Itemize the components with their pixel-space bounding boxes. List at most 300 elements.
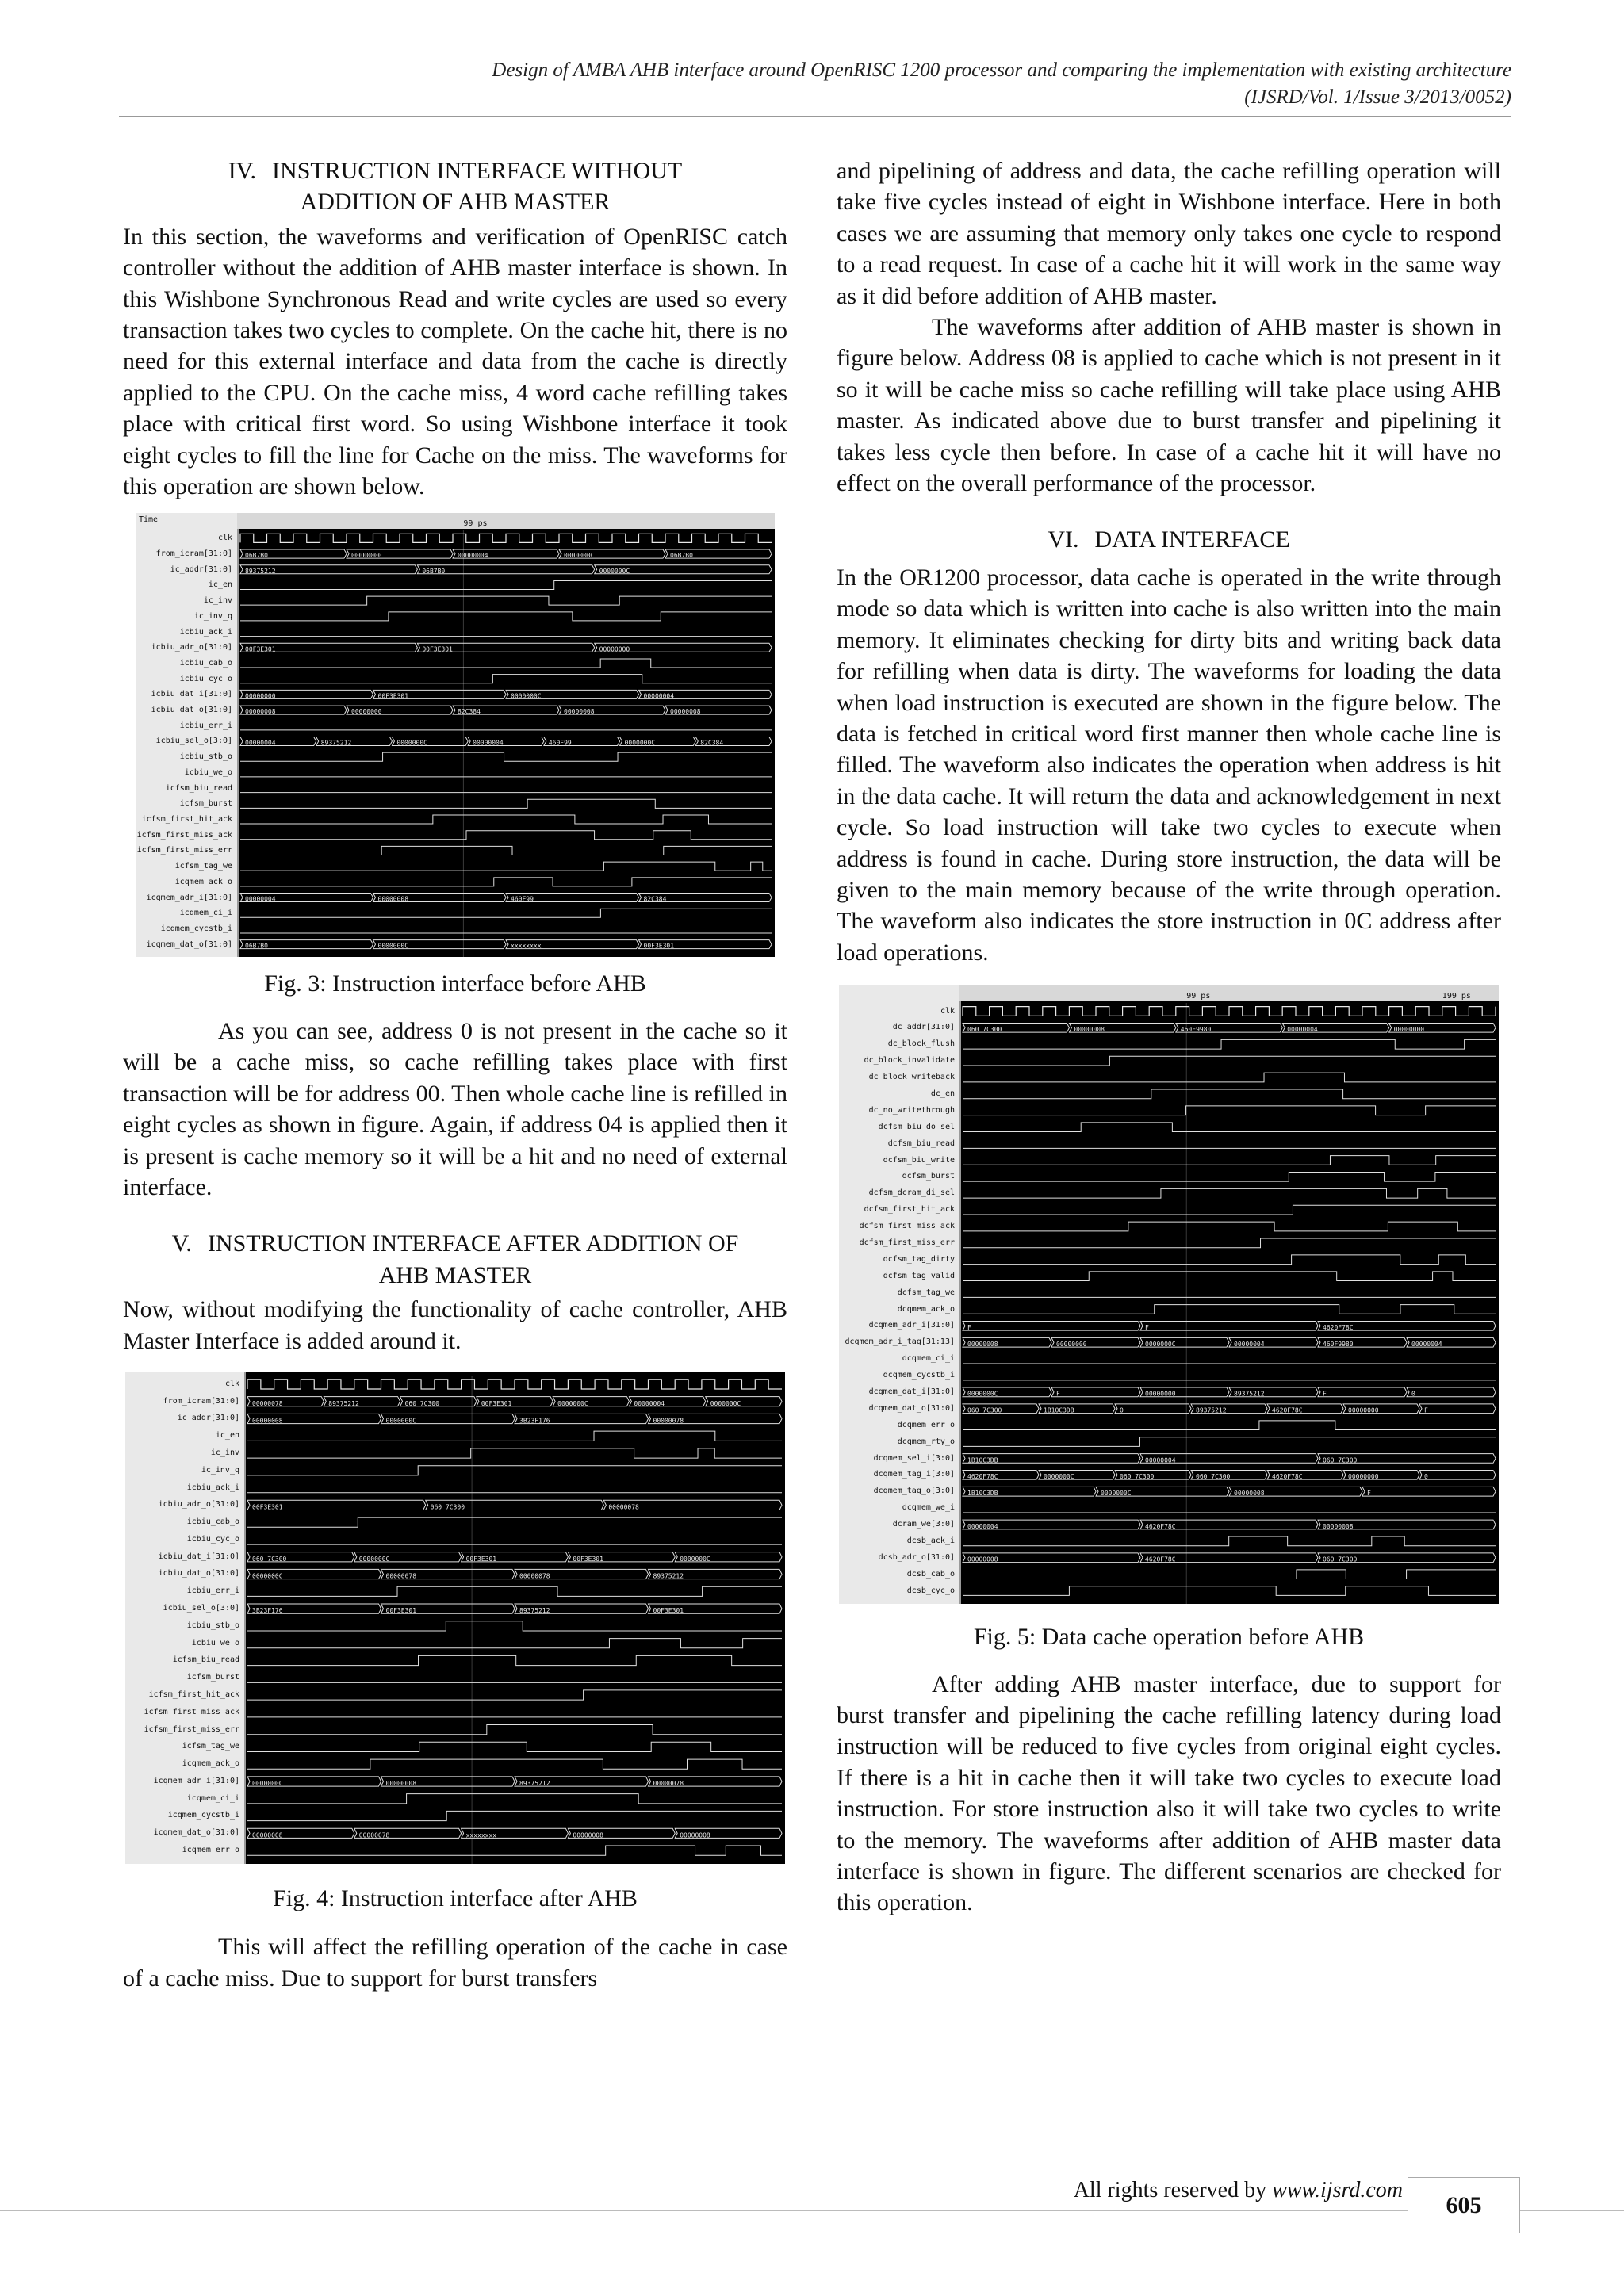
footer-site-link[interactable]: www.ijsrd.com [1272, 2178, 1403, 2202]
signal-name: icfsm_burst [186, 1673, 239, 1682]
bus-value: 460F99 [548, 739, 572, 747]
section-4-number: IV. [228, 158, 257, 184]
signal-name: icfsm_first_miss_ack [144, 1707, 239, 1716]
section-4-heading [123, 155, 787, 218]
signal-name: icbiu_stb_o [179, 752, 232, 762]
figure-5-waveform [839, 985, 1499, 1604]
bus-segment [1419, 1471, 1496, 1480]
bus-value: 0000000C [710, 1399, 741, 1407]
signal-name: icfsm_tag_we [174, 862, 232, 871]
signal-trace [247, 1466, 782, 1475]
bus-value: 460F9980 [1323, 1341, 1354, 1349]
bus-value: 00000004 [634, 1399, 665, 1407]
bus-value: 00000008 [385, 1780, 417, 1788]
bus-value: 0000000C [252, 1572, 283, 1580]
bus-value: 00000008 [252, 1417, 283, 1425]
bus-value: 00000000 [1393, 1026, 1425, 1034]
signal-trace [247, 1639, 782, 1648]
bus-value: F [1424, 1406, 1428, 1414]
bus-value: 0000000C [564, 552, 595, 560]
signal-name: dc_block_flush [887, 1039, 955, 1049]
signal-name: icqmem_ack_o [182, 1759, 239, 1769]
bus-value: 00000000 [599, 645, 630, 653]
signal-trace [963, 1156, 1496, 1165]
bus-value: 0000000C [680, 1555, 710, 1563]
time-marker: 199 ps [1442, 992, 1471, 1001]
bus-value: 89375212 [1196, 1406, 1227, 1414]
bus-value: 00000078 [653, 1417, 684, 1425]
figure-3-waveform [136, 513, 775, 957]
bus-value: 89375212 [653, 1572, 684, 1580]
signal-trace [963, 1437, 1496, 1447]
signal-name: ic_addr[31:0] [170, 564, 232, 574]
bus-value: 00000004 [1411, 1341, 1442, 1349]
bus-value: 00000008 [564, 708, 595, 716]
signal-name: icbiu_ack_i [186, 1483, 239, 1492]
signal-name: icqmem_adr_i[31:0] [146, 893, 232, 902]
signal-name: dcfsm_burst [902, 1172, 955, 1181]
signal-name: dcqmem_we_i [902, 1503, 955, 1513]
bus-value: 00000008 [573, 1831, 603, 1839]
time-marker: 99 ps [1186, 992, 1211, 1001]
signal-name: ic_en [215, 1431, 239, 1441]
signal-name: from_icram[31:0] [163, 1396, 239, 1406]
bus-value: 4620F78C [967, 1473, 998, 1481]
signal-name: dc_addr[31:0] [892, 1023, 955, 1032]
bus-value: F [967, 1324, 971, 1332]
bus-value: 00000000 [1145, 1390, 1176, 1398]
bus-value: 06B7B0 [245, 552, 268, 560]
bus-value: 00F3E301 [385, 1607, 417, 1615]
bus-value: 89375212 [245, 568, 276, 576]
signal-name: dcfsm_biu_write [883, 1155, 955, 1165]
clk-trace [240, 534, 772, 543]
signal-name: icbiu_adr_o[31:0] [151, 643, 232, 652]
bus-value: 1B10C3DB [967, 1490, 998, 1498]
signal-trace [963, 1421, 1496, 1430]
signal-trace [963, 1586, 1496, 1596]
signal-name: icqmem_cycstb_i [160, 924, 232, 933]
signal-name: dcfsm_first_miss_err [859, 1238, 955, 1248]
signal-name: dcqmem_adr_i[31:0] [868, 1321, 955, 1330]
bus-value: 89375212 [519, 1607, 550, 1615]
bus-value: 00F3E301 [653, 1607, 684, 1615]
signal-name: dc_en [930, 1089, 955, 1099]
bus-value: 0000000C [557, 1399, 588, 1407]
signal-name: icbiu_cyc_o [186, 1534, 239, 1544]
bus-value: 00000008 [252, 1831, 283, 1839]
bus-value: 00000000 [245, 692, 276, 700]
bus-value: 89375212 [519, 1780, 550, 1788]
bus-value: 0 [1411, 1390, 1415, 1398]
page-number: 605 [1408, 2177, 1520, 2233]
signal-name: icqmem_adr_i[31:0] [153, 1776, 239, 1785]
bus-value: 0000000C [967, 1390, 998, 1398]
signal-name: dcqmem_ack_o [897, 1304, 955, 1314]
section-5-paragraph-1: Now, without modifying the functionality of cache controller, AHB Master Interface is added around it. [123, 1296, 787, 1354]
signal-trace [240, 815, 772, 824]
waveform-traces [839, 985, 1499, 1604]
time-label: Time [139, 515, 159, 525]
bus-value: 0000000C [1101, 1490, 1132, 1498]
signal-name: dcfsm_first_hit_ack [864, 1205, 955, 1215]
signal-name: dcsb_cab_o [906, 1569, 955, 1578]
signal-name: icbiu_sel_o[3:0] [163, 1604, 239, 1613]
section-5-paragraph-2: This will affect the refilling operation of the cache in case of a cache miss. Due to support for burst transfers [123, 1934, 787, 1992]
signal-name: dcqmem_tag_i[3:0] [873, 1470, 955, 1479]
signal-name: icbiu_stb_o [186, 1621, 239, 1630]
bus-value: 0000000C [511, 692, 542, 700]
left-column [123, 155, 787, 1994]
bus-value: 00000008 [245, 708, 276, 716]
section-4-title-line1: INSTRUCTION INTERFACE WITHOUT [272, 158, 683, 184]
right-column [837, 155, 1501, 1919]
bus-value: 060 7C300 [967, 1406, 1002, 1414]
signal-name: icqmem_ci_i [179, 909, 232, 918]
bus-value: 82C384 [643, 896, 667, 904]
signal-trace [240, 597, 772, 606]
signal-name: dcqmem_tag_o[3:0] [873, 1487, 955, 1496]
signal-name: icfsm_first_hit_ack [141, 814, 232, 824]
bus-value: 00000008 [1074, 1026, 1105, 1034]
signal-name: icqmem_cycstb_i [167, 1811, 239, 1820]
signal-trace [963, 1056, 1496, 1066]
bus-value: 0000000C [358, 1555, 390, 1563]
section-4-paragraph-1: In this section, the waveforms and verification of OpenRISC catch controller without the addition of AHB master interface is shown. In this Wishbone Synchronous Read and write cycles are used so every transaction takes two cycles to complete. On the cache hit, there is no need for this external interface and data from the cache is directly applied to the CPU. On the cache miss, 4 word cache refilling takes place with critical first word. So using Wishbone interface it took eight cycles to fill the line for Cache on the miss. The waveforms for this operation are shown below. [123, 223, 787, 500]
signal-name: dcqmem_cycstb_i [883, 1371, 955, 1380]
bus-value: 00000008 [967, 1341, 998, 1349]
signal-name: icbiu_dat_i[31:0] [151, 690, 232, 699]
signal-name: icbiu_dat_o[31:0] [158, 1569, 239, 1578]
bus-value: 82C384 [458, 708, 481, 716]
signal-name: dcfsm_tag_we [897, 1288, 955, 1297]
bus-value: 89375212 [328, 1399, 359, 1407]
signal-name: ic_inv [210, 1448, 239, 1457]
bus-value: 00000008 [967, 1556, 998, 1563]
signal-name: dcfsm_first_miss_ack [859, 1222, 955, 1231]
section-5-heading [123, 1228, 787, 1291]
signal-name: dc_block_writeback [868, 1073, 955, 1082]
bus-value: 1B10C3DB [1044, 1406, 1074, 1414]
bus-value: 060 7C300 [252, 1555, 287, 1563]
signal-trace [963, 1305, 1496, 1314]
signal-name: icfsm_first_miss_err [144, 1724, 239, 1734]
bus-value: 00000008 [377, 896, 409, 904]
signal-trace [247, 1586, 782, 1596]
bus-value: 060 7C300 [1120, 1473, 1155, 1481]
bus-value: 00000004 [1287, 1026, 1318, 1034]
signal-trace [963, 1040, 1496, 1050]
signal-name: dc_block_invalidate [864, 1056, 955, 1066]
bus-value: F [1367, 1490, 1371, 1498]
bus-value: 06B7B0 [670, 552, 693, 560]
bus-value: xxxxxxxx [465, 1831, 497, 1839]
bus-segment [1318, 1387, 1407, 1397]
bus-value: 060 7C300 [404, 1399, 439, 1407]
signal-trace [247, 1811, 782, 1820]
signal-name: icqmem_err_o [182, 1846, 239, 1855]
signal-name: dcqmem_ci_i [902, 1354, 955, 1364]
bus-value: 0 [1424, 1473, 1428, 1481]
clk-trace [963, 1007, 1496, 1016]
bus-value: 00000078 [385, 1572, 417, 1580]
waveform-traces [136, 513, 775, 957]
bus-value: 4620F78C [1323, 1324, 1354, 1332]
signal-trace [240, 909, 772, 918]
right-paragraph-1: and pipelining of address and data, the cache refilling operation will take five cycles instead of eight in Wishbone interface. Here in both cases we are assuming that memory only takes one cycle to respond to a read request. In case of a cache hit it will work in the same way as it did before addition of AHB master. [837, 158, 1501, 309]
signal-trace [963, 1536, 1496, 1546]
bus-value: 00F3E301 [422, 645, 453, 653]
signal-name: dcfsm_biu_do_sel [878, 1122, 955, 1131]
signal-name: icfsm_first_miss_err [136, 846, 232, 855]
signal-name: ic_inv_q [201, 1465, 239, 1475]
signal-trace [247, 1655, 782, 1665]
signal-trace [240, 800, 772, 809]
bus-value: 00F3E301 [377, 692, 409, 700]
signal-trace [247, 1742, 782, 1751]
bus-value: 00000004 [967, 1523, 998, 1531]
signal-trace [247, 1759, 782, 1769]
signal-name: icfsm_biu_read [165, 783, 232, 793]
signal-trace [963, 1272, 1496, 1281]
bus-segment [1140, 1322, 1318, 1331]
bus-value: 00000078 [252, 1399, 283, 1407]
bus-segment [963, 1322, 1140, 1331]
bus-value: 060 7C300 [1323, 1556, 1358, 1563]
signal-name: icfsm_first_miss_ack [136, 830, 232, 840]
signal-name: dc_no_writethrough [868, 1105, 955, 1115]
bus-value: xxxxxxxx [511, 943, 542, 951]
signal-name: dcfsm_dcram_di_sel [868, 1188, 955, 1198]
bus-value: 00000004 [458, 552, 488, 560]
section-4-title-line2: ADDITION OF AHB MASTER [300, 189, 611, 216]
bus-value: 060 7C300 [1196, 1473, 1231, 1481]
bus-value: 0 [1120, 1406, 1124, 1414]
signal-name: icbiu_cyc_o [179, 674, 232, 683]
signal-trace [247, 1846, 782, 1855]
bus-value: 89375212 [1234, 1390, 1265, 1398]
bus-value: 00000004 [1234, 1341, 1265, 1349]
bus-value: 4620F78C [1272, 1406, 1303, 1414]
bus-segment [1051, 1387, 1140, 1397]
section-5-number: V. [171, 1230, 192, 1257]
signal-name: dcqmem_err_o [897, 1420, 955, 1429]
signal-name: icbiu_dat_i[31:0] [158, 1552, 239, 1561]
header-title: Design of AMBA AHB interface around OpenRISC 1200 processor and comparing the implementation with existing architecture [492, 59, 1511, 81]
bus-value: 00000000 [1348, 1406, 1379, 1414]
bus-value: 00000000 [351, 708, 382, 716]
signal-trace [963, 1123, 1496, 1132]
signal-trace [240, 753, 772, 762]
bus-value: 00000004 [1145, 1456, 1176, 1464]
bus-value: 0000000C [599, 568, 630, 576]
bus-value: 00000004 [473, 739, 504, 747]
waveform-traces [125, 1372, 785, 1864]
bus-value: 00000004 [643, 692, 675, 700]
signal-name: icfsm_first_hit_ack [148, 1689, 239, 1699]
signal-name: ic_addr[31:0] [177, 1414, 239, 1423]
section-6-heading [837, 524, 1501, 555]
bus-value: 00000008 [1234, 1490, 1265, 1498]
signal-name: from_icram[31:0] [155, 549, 232, 559]
bus-value: 0000000C [385, 1417, 417, 1425]
signal-trace [963, 1238, 1496, 1248]
bus-value: 4620F78C [1145, 1556, 1176, 1563]
section-6-paragraph-2: After adding AHB master interface, due to support for burst transfer and pipelining the cache refilling latency during load instruction will be reduced to five cycles from original eight cycles. If there is a hit in cache then it will take two cycles to execute load instruction. For store instruction also it will take two cycles to write to the memory. The waveforms after addition of AHB master data interface is shown in figure. The different scenarios are checked for this operation. [837, 1670, 1501, 1916]
bus-value: F [1145, 1324, 1149, 1332]
signal-name: clk [940, 1006, 955, 1016]
figure-3-caption: Fig. 3: Instruction interface before AHB [264, 970, 646, 997]
bus-value: 060 7C300 [430, 1503, 465, 1511]
signal-trace [247, 1621, 782, 1631]
bus-value: 00F3E301 [465, 1555, 497, 1563]
signal-trace [247, 1448, 782, 1458]
bus-value: 00000004 [245, 896, 276, 904]
bus-value: 00000078 [519, 1572, 550, 1580]
bus-value: 89375212 [320, 739, 352, 747]
signal-trace [240, 659, 772, 668]
section-6-title: DATA INTERFACE [1094, 526, 1290, 553]
signal-trace [963, 1570, 1496, 1579]
signal-name: icfsm_tag_we [182, 1742, 239, 1751]
figure-5-caption: Fig. 5: Data cache operation before AHB [973, 1624, 1365, 1651]
bus-value: 00F3E301 [245, 645, 276, 653]
signal-trace [240, 581, 772, 590]
bus-value: 0000000C [1044, 1473, 1074, 1481]
signal-name: dcfsm_tag_dirty [883, 1254, 955, 1264]
signal-trace [240, 831, 772, 840]
bus-value: F [1056, 1390, 1060, 1398]
signal-name: icbiu_adr_o[31:0] [158, 1500, 239, 1510]
signal-trace [247, 1724, 782, 1734]
bus-value: 82C384 [700, 739, 724, 747]
signal-trace [963, 1205, 1496, 1215]
signal-name: clk [217, 534, 232, 543]
bus-value: 060 7C300 [1323, 1456, 1358, 1464]
bus-value: 00000078 [358, 1831, 390, 1839]
header-rule [119, 116, 1511, 117]
right-paragraph-2: The waveforms after addition of AHB master is shown in figure below. Address 08 is applied to cache which is not present in it so it will be cache miss so cache refilling will take place using AHB master. As indicated above due to burst transfer and pipelining it takes less cycle then before. In case of a cache hit it will have no effect on the overall performance of the processor. [837, 314, 1501, 497]
bus-value: 460F9980 [1180, 1026, 1212, 1034]
bus-value: 00F3E301 [252, 1503, 283, 1511]
section-6-number: VI. [1048, 526, 1079, 553]
signal-name: dcfsm_tag_valid [883, 1271, 955, 1280]
bus-value: 4620F78C [1145, 1523, 1176, 1531]
signal-name: icqmem_ack_o [174, 877, 232, 886]
signal-name: icbiu_dat_o[31:0] [151, 706, 232, 715]
bus-value: 3B23F176 [252, 1607, 283, 1615]
signal-name: icfsm_biu_read [172, 1655, 239, 1665]
signal-name: icbiu_cab_o [179, 658, 232, 668]
signal-name: dcqmem_rty_o [897, 1437, 955, 1446]
signal-name: ic_en [208, 580, 232, 590]
figure-4-waveform [125, 1372, 785, 1864]
signal-name: ic_inv [203, 596, 232, 606]
signal-trace [963, 1106, 1496, 1115]
bus-value: 06B7B0 [422, 568, 446, 576]
bus-value: 4620F78C [1272, 1473, 1303, 1481]
bus-value: 00F3E301 [481, 1399, 512, 1407]
signal-trace [963, 1255, 1496, 1265]
signal-name: dcram_we[3:0] [892, 1520, 955, 1529]
signal-name: icqmem_dat_o[31:0] [153, 1828, 239, 1838]
bus-value: 1B10C3DB [967, 1456, 998, 1464]
bus-value: 06B7B0 [245, 943, 268, 951]
bus-value: 060 7C300 [967, 1026, 1002, 1034]
clk-trace [247, 1380, 782, 1389]
signal-name: icbiu_err_i [179, 721, 232, 730]
bus-value: 00000000 [1056, 1341, 1087, 1349]
signal-trace [963, 1189, 1496, 1199]
signal-name: dcsb_ack_i [906, 1536, 955, 1546]
footer [1074, 2177, 1403, 2204]
bus-value: 00000008 [670, 708, 701, 716]
bus-value: 0000000C [396, 739, 427, 747]
signal-trace [247, 1690, 782, 1700]
bus-segment [1419, 1404, 1496, 1414]
signal-trace [247, 1517, 782, 1527]
signal-name: icbiu_cab_o [186, 1517, 239, 1527]
bus-segment [1407, 1387, 1496, 1397]
time-marker: 99 ps [463, 519, 488, 529]
bus-segment [1362, 1487, 1496, 1497]
bus-value: 0000000C [377, 943, 409, 951]
signal-trace [240, 863, 772, 871]
bus-value: 00000008 [1323, 1523, 1354, 1531]
footer-text: All rights reserved by [1073, 2178, 1273, 2202]
running-header [163, 57, 1511, 111]
signal-name: icqmem_dat_o[31:0] [146, 939, 232, 949]
bus-value: 00F3E301 [573, 1555, 603, 1563]
bus-value: 00000008 [680, 1831, 710, 1839]
signal-name: ic_inv_q [193, 611, 232, 621]
bus-value: 00000000 [1348, 1473, 1379, 1481]
signal-name: dcsb_cyc_o [906, 1586, 955, 1595]
signal-name: dcsb_adr_o[31:0] [878, 1552, 955, 1562]
time-ruler [237, 513, 775, 529]
figure-4-caption: Fig. 4: Instruction interface after AHB [273, 1885, 638, 1911]
bus-value: F [1323, 1390, 1327, 1398]
section-5-title-line1: INSTRUCTION INTERFACE AFTER ADDITION OF [207, 1230, 739, 1257]
signal-trace [247, 1431, 782, 1441]
signal-trace [963, 1173, 1496, 1182]
signal-trace [240, 847, 772, 855]
bus-value: 0000000C [624, 739, 656, 747]
signal-name: clk [224, 1379, 239, 1388]
signal-trace [247, 1794, 782, 1804]
bus-segment [1115, 1404, 1191, 1414]
signal-name: icbiu_err_i [186, 1586, 239, 1596]
signal-name: icbiu_we_o [184, 767, 232, 777]
bus-value: 00F3E301 [643, 943, 675, 951]
footer-rule [0, 2210, 1624, 2211]
signal-name: icbiu_sel_o[3:0] [155, 737, 232, 746]
signal-name: dcqmem_dat_i[31:0] [868, 1387, 955, 1397]
signal-name: dcqmem_adr_i_tag[31:13] [845, 1337, 955, 1347]
bus-value: 00000078 [653, 1780, 684, 1788]
signal-name: icqmem_ci_i [186, 1793, 239, 1803]
signal-trace [963, 1222, 1496, 1231]
bus-value: 00000000 [351, 552, 382, 560]
signal-name: dcqmem_sel_i[3:0] [873, 1453, 955, 1463]
bus-value: 00000004 [245, 739, 276, 747]
signal-trace [963, 1073, 1496, 1082]
signal-trace [240, 878, 772, 886]
bus-value: 3B23F176 [519, 1417, 550, 1425]
section-6-paragraph-1: In the OR1200 processor, data cache is operated in the write through mode so data which is written into cache is also written into the main memory. It eliminates checking for dirty bits and writing back data for refilling when data is dirty. The waveforms for loading the data when load instruction is executed are shown in the figure below. The data is fetched in critical word first manner then whole cache line is filled. The waveform also indicates the operation when address is hit in the data cache. It will return the data and acknowledgement in next cycle. So load instruction will take two cycles to execute when address is found in cache. During store instruction, the data will be given to the main memory because of the write through operation. The waveform also indicates the store instruction in 0C address after load operations. [837, 564, 1501, 966]
signal-name: icbiu_ack_i [179, 627, 232, 637]
signal-trace [240, 675, 772, 683]
